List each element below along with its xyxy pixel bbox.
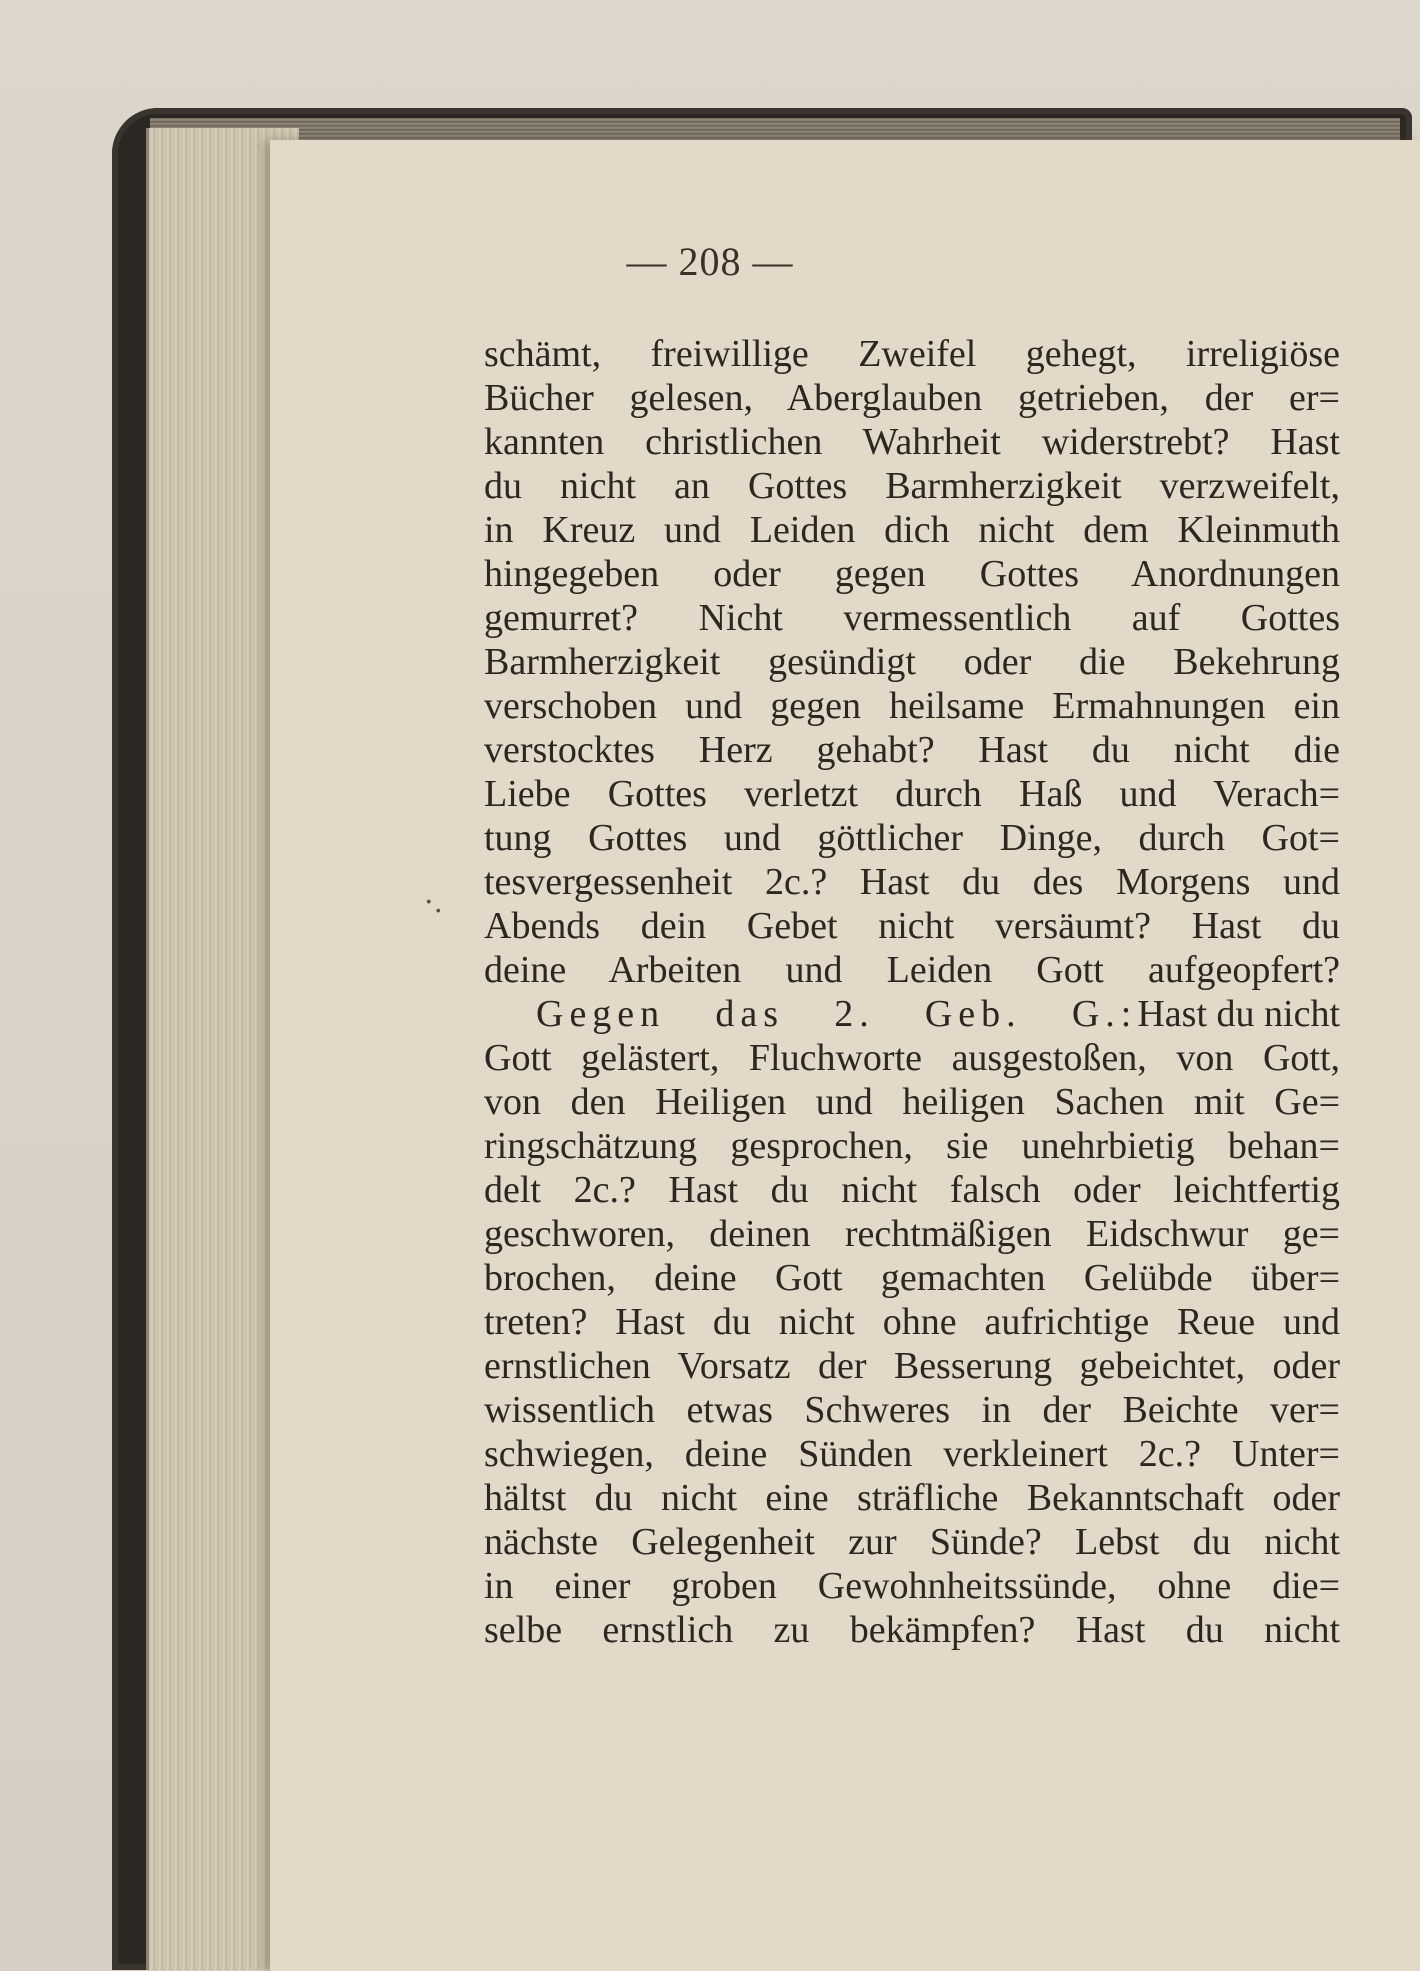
text-line: Barmherzigkeit gesündigt oder die Bekehrung bbox=[484, 641, 1340, 683]
text-line: treten? Hast du nicht ohne aufrichtige Reue und bbox=[484, 1301, 1340, 1343]
text-line: ringschätzung gesprochen, sie unehrbietig behan= bbox=[484, 1125, 1340, 1167]
text-line: wissentlich etwas Schweres in der Beichte ver= bbox=[484, 1389, 1340, 1431]
margin-mark: ·. bbox=[424, 885, 444, 920]
text-line: in einer groben Gewohnheitssünde, ohne die= bbox=[484, 1565, 1340, 1607]
text-line: brochen, deine Gott gemachten Gelübde über= bbox=[484, 1257, 1340, 1299]
text-line: schwiegen, deine Sünden verkleinert 2c.? Unter= bbox=[484, 1433, 1340, 1475]
text-line: du nicht an Gottes Barmherzigkeit verzweifelt, bbox=[484, 465, 1340, 507]
page-number: — 208 — bbox=[626, 239, 794, 284]
text-line: Bücher gelesen, Aberglauben getrieben, der er= bbox=[484, 377, 1340, 419]
section-heading: Gegen das 2. Geb. G.: bbox=[536, 993, 1138, 1035]
text-line: Liebe Gottes verletzt durch Haß und Verach= bbox=[484, 773, 1340, 815]
section-heading-line bbox=[484, 992, 1340, 1036]
text-line: gemurret? Nicht vermessentlich auf Gottes bbox=[484, 597, 1340, 639]
text-line: verschoben und gegen heilsame Ermahnungen ein bbox=[484, 685, 1340, 727]
body-text bbox=[484, 332, 1340, 1652]
text-line: ernstlichen Vorsatz der Besserung gebeichtet, oder bbox=[484, 1345, 1340, 1387]
book-top-edge bbox=[150, 118, 1400, 140]
text-line: hingegeben oder gegen Gottes Anordnungen bbox=[484, 553, 1340, 595]
text-line: delt 2c.? Hast du nicht falsch oder leichtfertig bbox=[484, 1169, 1340, 1211]
text-line: tesvergessenheit 2c.? Hast du des Morgens und bbox=[484, 861, 1340, 903]
text-line: hältst du nicht eine sträfliche Bekanntschaft oder bbox=[484, 1477, 1340, 1519]
text-line: deine Arbeiten und Leiden Gott aufgeopfert? bbox=[484, 949, 1340, 991]
text-line: nächste Gelegenheit zur Sünde? Lebst du nicht bbox=[484, 1521, 1340, 1563]
text-line: geschworen, deinen rechtmäßigen Eidschwur ge= bbox=[484, 1213, 1340, 1255]
text-line: selbe ernstlich zu bekämpfen? Hast du nicht bbox=[484, 1609, 1340, 1651]
text-line: kannten christlichen Wahrheit widerstrebt? Hast bbox=[484, 421, 1340, 463]
text-line: Abends dein Gebet nicht versäumt? Hast du bbox=[484, 905, 1340, 947]
heading-continuation: Hast du nicht bbox=[1137, 993, 1340, 1035]
text-line: Gott gelästert, Fluchworte ausgestoßen, von Gott, bbox=[484, 1037, 1340, 1079]
text-line: in Kreuz und Leiden dich nicht dem Kleinmuth bbox=[484, 509, 1340, 551]
text-line: tung Gottes und göttlicher Dinge, durch Got= bbox=[484, 817, 1340, 859]
text-line: verstocktes Herz gehabt? Hast du nicht die bbox=[484, 729, 1340, 771]
text-line: von den Heiligen und heiligen Sachen mit Ge= bbox=[484, 1081, 1340, 1123]
text-line: schämt, freiwillige Zweifel gehegt, irreligiöse bbox=[484, 333, 1340, 375]
